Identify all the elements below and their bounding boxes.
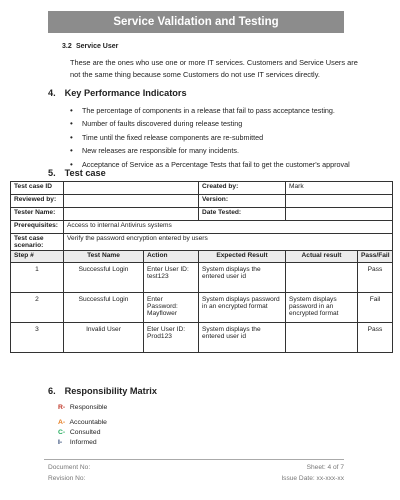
version-value [286, 195, 393, 208]
table-row [11, 182, 393, 195]
section-title: Service User [75, 43, 119, 50]
section-title: Test case [64, 168, 106, 178]
kpi-item: • Number of faults discovered during release testing [70, 117, 350, 130]
column-header: Pass/Fail [358, 251, 393, 263]
footer-sheet: Sheet: 4 of 7 [306, 464, 344, 471]
table-row [11, 293, 393, 323]
test-name: Invalid User [64, 323, 144, 353]
column-header: Actual result [286, 251, 358, 263]
test-name: Successful Login [64, 263, 144, 293]
step-action: Eter User ID: Prod123 [144, 323, 199, 353]
section-title: Key Performance Indicators [64, 88, 187, 98]
expected-result: System displays password in an encrypted format [199, 293, 286, 323]
section-title: Responsibility Matrix [64, 386, 157, 396]
test-case-id-value [64, 182, 199, 195]
section-number: 5. [48, 168, 56, 178]
kpi-heading [48, 88, 187, 98]
step-action: Enter User ID: test123 [144, 263, 199, 293]
responsibility-label: Consulted [69, 429, 101, 436]
section-3-2-text: These are the ones who use one or more IT services. Customers and Service Users are not the same thing because some Customers do not use IT services directly. [70, 58, 358, 79]
actual-result: System displays password in an encrypted format [286, 293, 358, 323]
responsibility-label: Informed [69, 439, 97, 446]
test-case-table [10, 181, 393, 353]
responsibility-item-informed [58, 439, 97, 446]
step-number: 1 [11, 263, 64, 293]
pass-fail: Fail [358, 293, 393, 323]
created-by-value: Mark [286, 182, 393, 195]
expected-result: System displays the entered user id [199, 263, 286, 293]
responsibility-item-responsible [58, 404, 107, 411]
responsibility-key: C- [58, 429, 66, 436]
pass-fail: Pass [358, 263, 393, 293]
created-by-label [199, 182, 286, 195]
created-by-label-text: Created by: [202, 183, 239, 190]
document-header-title: Service Validation and Testing [48, 11, 344, 33]
footer-divider [44, 459, 344, 460]
column-header: Test Name [64, 251, 144, 263]
responsibility-item-accountable [58, 419, 107, 426]
footer-revision-no: Revision No: [48, 475, 86, 482]
section-number: 4. [48, 88, 56, 98]
table-row [11, 208, 393, 221]
column-header: Step # [11, 251, 64, 263]
actual-result [286, 323, 358, 353]
section-number: 3.2 [62, 43, 72, 50]
tester-name-label: Tester Name: [11, 208, 64, 221]
kpi-item: • Time until the fixed release components are re-submitted [70, 131, 350, 144]
test-case-heading [48, 168, 106, 178]
table-row [11, 323, 393, 353]
prerequisites-value: Access to internal Antivirus systems [64, 221, 393, 234]
responsibility-key: A- [58, 419, 66, 426]
step-action: Enter Password: Mayflower [144, 293, 199, 323]
responsibility-key: R- [58, 404, 66, 411]
kpi-list [70, 104, 350, 171]
step-number: 2 [11, 293, 64, 323]
pass-fail: Pass [358, 323, 393, 353]
scenario-label: Test case scenario: [11, 234, 64, 251]
section-number: 6. [48, 386, 56, 396]
test-case-id-label: Test case ID [11, 182, 64, 195]
responsibility-item-consulted [58, 429, 101, 436]
actual-result [286, 263, 358, 293]
step-number: 3 [11, 323, 64, 353]
version-label: Version: [199, 195, 286, 208]
responsibility-label: Responsible [69, 404, 108, 411]
table-row [11, 234, 393, 251]
table-row [11, 195, 393, 208]
responsibility-label: Accountable [69, 419, 107, 426]
reviewed-by-value [64, 195, 199, 208]
section-3-2-heading [62, 43, 118, 50]
expected-result: System displays the entered user id [199, 323, 286, 353]
table-row [11, 221, 393, 234]
footer-issue-date: Issue Date: xx-xxx-xx [281, 475, 344, 482]
tester-name-value [64, 208, 199, 221]
responsibility-heading [48, 386, 157, 396]
scenario-value: Verify the password encryption entered by users [64, 234, 393, 251]
date-tested-label: Date Tested: [199, 208, 286, 221]
prerequisites-label: Prerequisites: [11, 221, 64, 234]
kpi-item: • New releases are responsible for many incidents. [70, 144, 350, 157]
table-row [11, 263, 393, 293]
kpi-item: • Acceptance of Service as a Percentage Tests that fail to get the customer's approval [70, 158, 350, 171]
column-header: Action [144, 251, 199, 263]
table-header-row [11, 251, 393, 263]
date-tested-value [286, 208, 393, 221]
column-header: Expected Result [199, 251, 286, 263]
responsibility-key: I- [58, 439, 63, 446]
kpi-item: • The percentage of components in a release that fail to pass acceptance testing. [70, 104, 350, 117]
reviewed-by-label: Reviewed by: [11, 195, 64, 208]
test-name: Successful Login [64, 293, 144, 323]
footer-document-no: Document No: [48, 464, 91, 471]
